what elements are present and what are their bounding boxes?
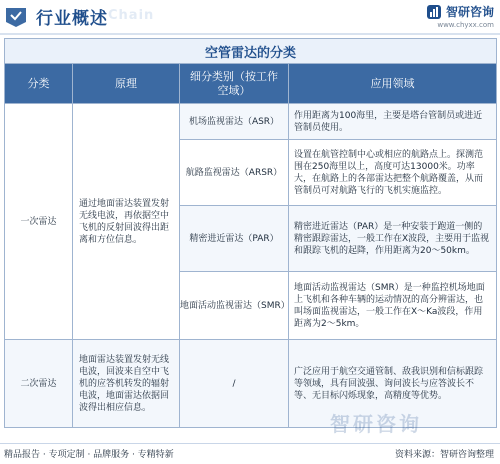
subtype-smr: 地面活动监视雷达（SMR） [180, 272, 289, 340]
brand-mark-icon [426, 4, 442, 20]
subtype-arsr: 航路监视雷达（ARSR） [180, 140, 289, 206]
header-divider [0, 33, 500, 35]
radar-classification-table [4, 38, 497, 428]
principle-secondary: 地面雷达装置发射无线电波，回波来自空中飞机的应答机转发的辐射电波，地面雷达依据回波得出相应信息。 [73, 340, 180, 428]
category-secondary: 二次雷达 [5, 340, 73, 428]
footer-divider [0, 443, 500, 444]
watermark: 智研咨询 [330, 412, 422, 436]
section-title-ghost: Chain [108, 8, 155, 23]
brand-logo [426, 3, 494, 29]
principle-primary: 通过地面雷达装置发射无线电波，再依据空中飞机的反射回波得出距离和方位信息。 [73, 104, 180, 340]
desc-arsr: 设置在航管控制中心或相应的航路点上。探测范围在250海里以上，高度可达13000米。功率大，在航路上的各部雷达把整个航路覆盖，从而管制员可对航路飞行的飞机实施监控。 [289, 140, 497, 206]
table-row [5, 340, 497, 428]
category-primary: 一次雷达 [5, 104, 73, 340]
brand-name: 智研咨询 [445, 5, 494, 19]
subtype-asr: 机场监视雷达（ASR） [180, 104, 289, 140]
subtype-par: 精密进近雷达（PAR） [180, 206, 289, 272]
desc-smr: 地面活动监视雷达（SMR）是一种监控机场地面上飞机和各种车辆的运动情况的高分辨雷达，也叫场面监视雷达，一般工作在X～Ka波段，作用距离为2～5km。 [289, 272, 497, 340]
footer-source: 资料来源：智研咨询整理 [394, 450, 494, 460]
footer-links: 精品报告 · 专项定制 · 品牌服务 · 专精特新 [4, 450, 174, 460]
section-badge-icon [4, 6, 28, 28]
subtype-secondary: / [180, 340, 289, 428]
column-header-application: 应用领域 [289, 64, 497, 104]
column-header-principle: 原理 [73, 64, 180, 104]
table-row [5, 104, 497, 140]
table-title: 空管雷达的分类 [5, 39, 497, 64]
desc-asr: 作用距离为100海里，主要是塔台管制员或进近管制员使用。 [289, 104, 497, 140]
column-header-category: 分类 [5, 64, 73, 104]
desc-secondary: 广泛应用于航空交通管制、敌我识别和信标跟踪等领域，具有回波强、询问波长与应答波长不等、无目标闪烁现象，高精度等优势。 [289, 340, 497, 428]
desc-par: 精密进近雷达（PAR）是一种安装于跑道一侧的精密跟踪雷达，一般工作在X波段，主要用于监视和跟踪飞机的起降，作用距离为20～50km。 [289, 206, 497, 272]
column-header-subtype: 细分类别（按工作空域） [180, 64, 289, 104]
brand-url: www.chyxx.com [437, 21, 494, 29]
section-title: 行业概述 [36, 9, 108, 29]
page-header [0, 0, 500, 34]
